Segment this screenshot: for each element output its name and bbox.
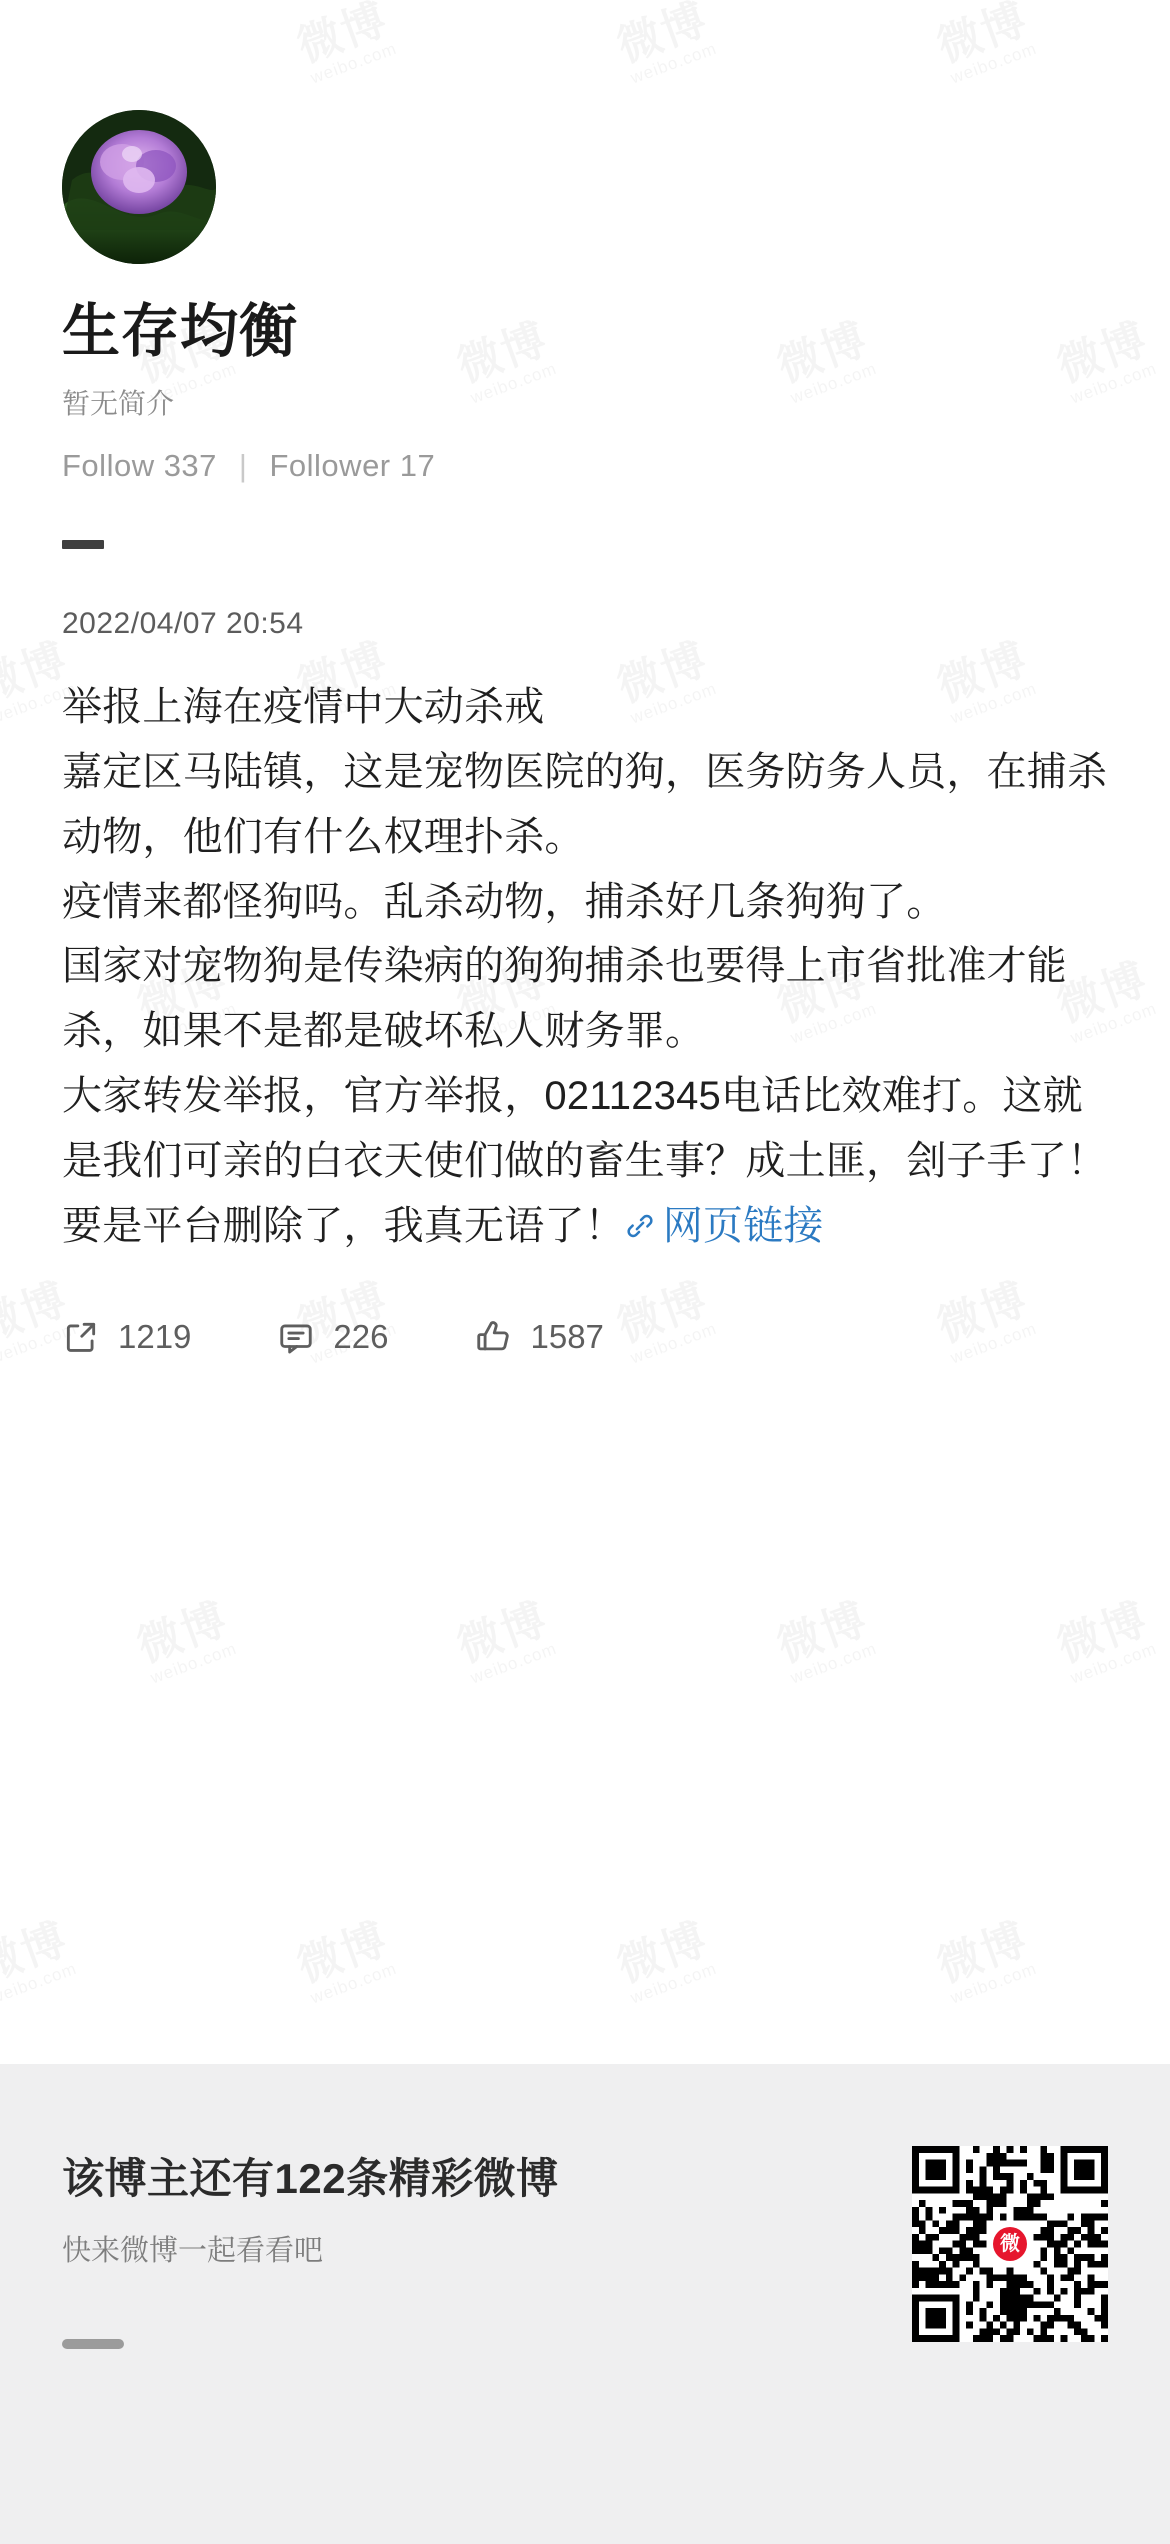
follower-count[interactable]: Follower 17 <box>269 448 436 484</box>
repost-icon <box>62 1318 100 1356</box>
qr-logo-text: 微 <box>993 2227 1027 2261</box>
comment-button[interactable] <box>277 1318 388 1356</box>
like-count: 1587 <box>530 1318 604 1356</box>
footer-title: 该博主还有122条精彩微博 <box>62 2155 559 2202</box>
avatar-container <box>62 0 1108 264</box>
post-paragraph-text: 大家转发举报，官方举报，02112345电话比效难打。这就是我们可亲的白衣天使们做的畜生事？成土匪，刽子手了！要是平台删除了，我真无语了！ <box>62 1073 1108 1248</box>
footer-subtitle: 快来微博一起看看吧 <box>62 2235 324 2267</box>
profile-bio: 暂无简介 <box>62 387 175 419</box>
home-indicator <box>62 2339 124 2349</box>
avatar-image <box>62 110 216 264</box>
avatar[interactable] <box>62 110 216 264</box>
footer-promo-bar <box>0 2064 1170 2544</box>
qr-logo <box>988 2222 1032 2266</box>
web-link-label: 网页链接 <box>662 1203 824 1248</box>
post-content <box>62 675 1108 1258</box>
link-icon <box>625 1196 655 1261</box>
follow-count[interactable]: Follow 337 <box>62 448 217 484</box>
post-paragraph: 嘉定区马陆镇，这是宠物医院的狗，医务防务人员，在捕杀动物，他们有什么权理扑杀。 <box>62 749 1108 859</box>
repost-count: 1219 <box>118 1318 192 1356</box>
stats-divider: | <box>238 448 248 484</box>
section-divider <box>62 540 104 549</box>
profile-stats <box>62 448 1108 484</box>
thumbs-up-icon <box>474 1318 512 1356</box>
post-paragraph: 举报上海在疫情中大动杀戒 <box>62 685 545 730</box>
web-link[interactable] <box>625 1204 824 1248</box>
comment-count: 226 <box>333 1318 389 1356</box>
repost-button[interactable] <box>62 1318 191 1356</box>
post-paragraph-with-link <box>62 1064 1108 1258</box>
post-paragraph: 疫情来都怪狗吗。乱杀动物，捕杀好几条狗狗了。 <box>62 879 947 924</box>
post-paragraph: 国家对宠物狗是传染病的狗狗捕杀也要得上市省批准才能杀，如果不是都是破坏私人财务罪。 <box>62 944 1067 1054</box>
page-title: 生存均衡 <box>62 299 299 364</box>
comment-icon <box>277 1318 315 1356</box>
footer-text-block <box>62 2142 559 2544</box>
post-timestamp: 2022/04/07 20:54 <box>62 607 304 641</box>
post-action-bar <box>62 1318 1108 1408</box>
like-button[interactable] <box>474 1318 603 1356</box>
qr-code[interactable] <box>912 2146 1108 2342</box>
